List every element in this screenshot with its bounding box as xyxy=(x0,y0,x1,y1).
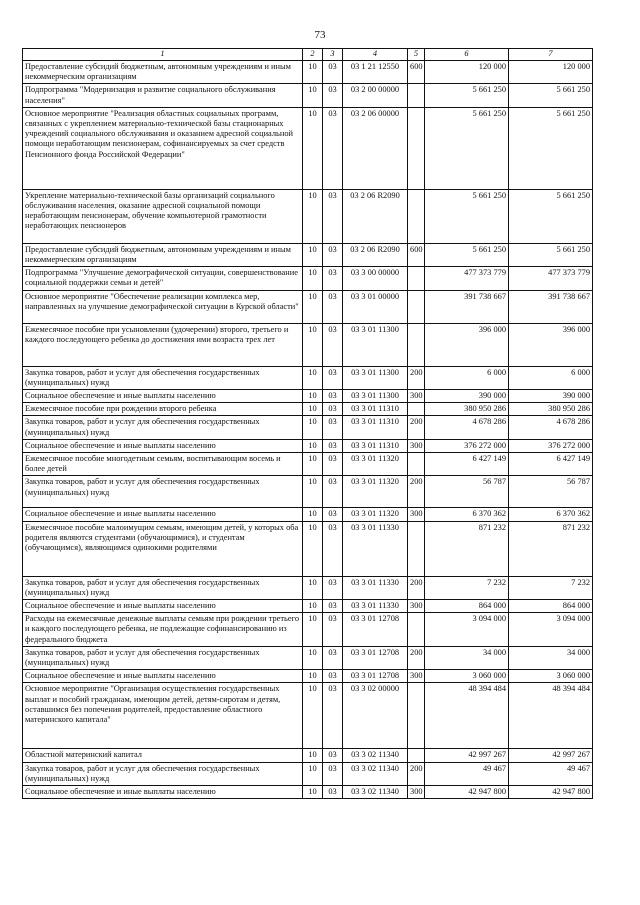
row-section-code: 10 xyxy=(303,476,323,508)
row-description: Закупка товаров, работ и услуг для обеспечения государственных (муниципальных) нужд xyxy=(23,762,303,785)
row-section-code: 10 xyxy=(303,84,323,107)
row-amount-year-2: 3 060 000 xyxy=(509,670,593,683)
row-expense-type: 200 xyxy=(408,416,425,439)
row-amount-year-2: 56 787 xyxy=(509,476,593,508)
row-amount-year-1: 477 373 779 xyxy=(425,267,509,290)
row-amount-year-2: 48 394 484 xyxy=(509,683,593,749)
row-amount-year-1: 5 661 250 xyxy=(425,243,509,266)
header-col-4: 4 xyxy=(343,49,408,61)
table-row xyxy=(23,439,593,452)
row-expense-type xyxy=(408,267,425,290)
row-amount-year-2: 376 272 000 xyxy=(509,439,593,452)
row-expense-type: 600 xyxy=(408,243,425,266)
row-target-article: 03 3 01 11300 xyxy=(343,390,408,403)
row-section-code: 10 xyxy=(303,189,323,243)
row-expense-type xyxy=(408,323,425,366)
table-row xyxy=(23,521,593,576)
row-description: Расходы на ежемесячные денежные выплаты семьям при рождении третьего и каждого последующего ребенка, не подлежащие софинансированию из федерального бюджета xyxy=(23,613,303,647)
row-expense-type: 300 xyxy=(408,439,425,452)
row-amount-year-1: 120 000 xyxy=(425,61,509,84)
row-target-article: 03 3 01 11300 xyxy=(343,323,408,366)
row-target-article: 03 3 01 11300 xyxy=(343,366,408,389)
row-section-code: 10 xyxy=(303,453,323,476)
row-subsection-code: 03 xyxy=(323,390,343,403)
row-section-code: 10 xyxy=(303,600,323,613)
row-target-article: 03 3 01 12708 xyxy=(343,670,408,683)
row-target-article: 03 3 02 11340 xyxy=(343,786,408,799)
row-description: Ежемесячное пособие при рождении второго ребенка xyxy=(23,403,303,416)
row-target-article: 03 2 00 00000 xyxy=(343,84,408,107)
table-row xyxy=(23,323,593,366)
header-col-7: 7 xyxy=(509,49,593,61)
row-amount-year-1: 376 272 000 xyxy=(425,439,509,452)
row-subsection-code: 03 xyxy=(323,646,343,669)
row-description: Предоставление субсидий бюджетным, автономным учреждениям и иным некоммерческим организациям xyxy=(23,243,303,266)
row-description: Социальное обеспечение и иные выплаты населению xyxy=(23,670,303,683)
row-subsection-code: 03 xyxy=(323,453,343,476)
row-subsection-code: 03 xyxy=(323,290,343,323)
header-col-5: 5 xyxy=(408,49,425,61)
table-row xyxy=(23,189,593,243)
row-amount-year-2: 5 661 250 xyxy=(509,107,593,189)
row-description: Закупка товаров, работ и услуг для обеспечения государственных (муниципальных) нужд xyxy=(23,576,303,599)
row-description: Социальное обеспечение и иные выплаты населению xyxy=(23,508,303,521)
row-section-code: 10 xyxy=(303,323,323,366)
row-subsection-code: 03 xyxy=(323,683,343,749)
row-description: Ежемесячное пособие малоимущим семьям, имеющим детей, у которых оба родителя являются студентами (обучающимися), и студентам (обучающимся), являющимся одинокими родителями xyxy=(23,521,303,576)
row-amount-year-1: 6 000 xyxy=(425,366,509,389)
row-amount-year-1: 5 661 250 xyxy=(425,107,509,189)
row-target-article: 03 3 01 11310 xyxy=(343,439,408,452)
table-row xyxy=(23,762,593,785)
row-target-article: 03 2 06 R2090 xyxy=(343,243,408,266)
row-amount-year-2: 4 678 286 xyxy=(509,416,593,439)
row-amount-year-2: 49 467 xyxy=(509,762,593,785)
table-row xyxy=(23,646,593,669)
row-amount-year-2: 391 738 667 xyxy=(509,290,593,323)
row-subsection-code: 03 xyxy=(323,84,343,107)
row-description: Социальное обеспечение и иные выплаты населению xyxy=(23,600,303,613)
row-expense-type: 300 xyxy=(408,670,425,683)
row-expense-type: 200 xyxy=(408,762,425,785)
row-amount-year-2: 5 661 250 xyxy=(509,189,593,243)
row-amount-year-1: 864 000 xyxy=(425,600,509,613)
row-expense-type: 200 xyxy=(408,576,425,599)
row-description: Закупка товаров, работ и услуг для обеспечения государственных (муниципальных) нужд xyxy=(23,416,303,439)
row-amount-year-1: 380 950 286 xyxy=(425,403,509,416)
row-target-article: 03 3 01 12708 xyxy=(343,613,408,647)
header-col-6: 6 xyxy=(425,49,509,61)
row-section-code: 10 xyxy=(303,521,323,576)
row-subsection-code: 03 xyxy=(323,366,343,389)
row-expense-type xyxy=(408,290,425,323)
row-subsection-code: 03 xyxy=(323,61,343,84)
row-amount-year-1: 5 661 250 xyxy=(425,189,509,243)
row-subsection-code: 03 xyxy=(323,476,343,508)
row-subsection-code: 03 xyxy=(323,600,343,613)
row-subsection-code: 03 xyxy=(323,267,343,290)
row-subsection-code: 03 xyxy=(323,243,343,266)
row-section-code: 10 xyxy=(303,403,323,416)
row-target-article: 03 3 02 11340 xyxy=(343,749,408,762)
row-expense-type: 600 xyxy=(408,61,425,84)
row-section-code: 10 xyxy=(303,646,323,669)
row-subsection-code: 03 xyxy=(323,576,343,599)
row-amount-year-1: 34 000 xyxy=(425,646,509,669)
row-expense-type xyxy=(408,403,425,416)
row-description: Закупка товаров, работ и услуг для обеспечения государственных (муниципальных) нужд xyxy=(23,366,303,389)
row-target-article: 03 2 06 00000 xyxy=(343,107,408,189)
row-amount-year-1: 390 000 xyxy=(425,390,509,403)
row-amount-year-1: 42 997 267 xyxy=(425,749,509,762)
row-amount-year-2: 3 094 000 xyxy=(509,613,593,647)
row-expense-type: 300 xyxy=(408,390,425,403)
table-row xyxy=(23,613,593,647)
row-amount-year-2: 6 370 362 xyxy=(509,508,593,521)
table-row xyxy=(23,61,593,84)
row-description: Закупка товаров, работ и услуг для обеспечения государственных (муниципальных) нужд xyxy=(23,646,303,669)
row-expense-type xyxy=(408,683,425,749)
row-description: Закупка товаров, работ и услуг для обеспечения государственных (муниципальных) нужд xyxy=(23,476,303,508)
row-subsection-code: 03 xyxy=(323,670,343,683)
row-amount-year-2: 871 232 xyxy=(509,521,593,576)
row-target-article: 03 3 01 11320 xyxy=(343,476,408,508)
row-section-code: 10 xyxy=(303,107,323,189)
row-description: Ежемесячное пособие многодетным семьям, воспитывающим восемь и более детей xyxy=(23,453,303,476)
row-subsection-code: 03 xyxy=(323,749,343,762)
row-section-code: 10 xyxy=(303,613,323,647)
row-amount-year-2: 864 000 xyxy=(509,600,593,613)
header-col-1: 1 xyxy=(23,49,303,61)
row-subsection-code: 03 xyxy=(323,189,343,243)
row-target-article: 03 3 01 11320 xyxy=(343,453,408,476)
row-target-article: 03 3 01 11330 xyxy=(343,521,408,576)
row-description: Предоставление субсидий бюджетным, автономным учреждениям и иным некоммерческим организациям xyxy=(23,61,303,84)
row-target-article: 03 1 21 12550 xyxy=(343,61,408,84)
row-description: Социальное обеспечение и иные выплаты населению xyxy=(23,439,303,452)
row-section-code: 10 xyxy=(303,683,323,749)
header-col-3: 3 xyxy=(323,49,343,61)
row-description: Подпрограмма "Улучшение демографической ситуации, совершенствование социальной поддержки семьи и детей" xyxy=(23,267,303,290)
row-target-article: 03 3 00 00000 xyxy=(343,267,408,290)
row-amount-year-2: 6 427 149 xyxy=(509,453,593,476)
row-subsection-code: 03 xyxy=(323,416,343,439)
row-amount-year-2: 42 947 800 xyxy=(509,786,593,799)
row-expense-type xyxy=(408,107,425,189)
row-description: Основное мероприятие "Реализация областных социальных программ, связанных с укреплением материально-технической базы стационарных учреждений социального обслуживания и оказанием адресной социальной помощи неработающим пенсионерам, софинансируемых за счет средств Пенсионного фонда Российской Федерации" xyxy=(23,107,303,189)
row-description: Социальное обеспечение и иные выплаты населению xyxy=(23,786,303,799)
row-description: Подпрограмма "Модернизация и развитие социального обслуживания населения" xyxy=(23,84,303,107)
row-amount-year-1: 3 094 000 xyxy=(425,613,509,647)
page-number: 73 xyxy=(314,29,326,41)
header-col-2: 2 xyxy=(303,49,323,61)
table-header-row xyxy=(23,49,593,61)
row-amount-year-2: 390 000 xyxy=(509,390,593,403)
row-expense-type xyxy=(408,84,425,107)
row-target-article: 03 3 01 11330 xyxy=(343,576,408,599)
row-description: Областной материнский капитал xyxy=(23,749,303,762)
row-expense-type xyxy=(408,453,425,476)
row-target-article: 03 3 01 12708 xyxy=(343,646,408,669)
row-amount-year-2: 5 661 250 xyxy=(509,84,593,107)
row-amount-year-1: 42 947 800 xyxy=(425,786,509,799)
row-amount-year-2: 34 000 xyxy=(509,646,593,669)
row-expense-type xyxy=(408,613,425,647)
table-row xyxy=(23,670,593,683)
row-amount-year-1: 3 060 000 xyxy=(425,670,509,683)
row-amount-year-1: 48 394 484 xyxy=(425,683,509,749)
table-row xyxy=(23,749,593,762)
row-section-code: 10 xyxy=(303,61,323,84)
row-amount-year-1: 6 370 362 xyxy=(425,508,509,521)
table-row xyxy=(23,576,593,599)
row-subsection-code: 03 xyxy=(323,613,343,647)
row-section-code: 10 xyxy=(303,762,323,785)
row-target-article: 03 3 01 11330 xyxy=(343,600,408,613)
row-target-article: 03 2 06 R2090 xyxy=(343,189,408,243)
table-row xyxy=(23,290,593,323)
row-amount-year-1: 56 787 xyxy=(425,476,509,508)
row-amount-year-1: 4 678 286 xyxy=(425,416,509,439)
row-amount-year-1: 5 661 250 xyxy=(425,84,509,107)
row-description: Основное мероприятие "Организация осуществления государственных выплат и пособий гражданам, имеющим детей, детям-сиротам и детям, оставшимся без попечения родителей, предоставление областного материнского капитала" xyxy=(23,683,303,749)
row-subsection-code: 03 xyxy=(323,508,343,521)
table-row xyxy=(23,600,593,613)
row-expense-type: 300 xyxy=(408,786,425,799)
row-subsection-code: 03 xyxy=(323,521,343,576)
row-section-code: 10 xyxy=(303,749,323,762)
row-expense-type: 300 xyxy=(408,508,425,521)
row-section-code: 10 xyxy=(303,508,323,521)
row-section-code: 10 xyxy=(303,439,323,452)
row-section-code: 10 xyxy=(303,390,323,403)
row-subsection-code: 03 xyxy=(323,403,343,416)
row-amount-year-1: 49 467 xyxy=(425,762,509,785)
table-row xyxy=(23,390,593,403)
row-amount-year-2: 477 373 779 xyxy=(509,267,593,290)
row-target-article: 03 3 02 00000 xyxy=(343,683,408,749)
row-amount-year-1: 871 232 xyxy=(425,521,509,576)
row-amount-year-2: 120 000 xyxy=(509,61,593,84)
row-subsection-code: 03 xyxy=(323,107,343,189)
table-row xyxy=(23,453,593,476)
row-amount-year-2: 5 661 250 xyxy=(509,243,593,266)
row-target-article: 03 3 02 11340 xyxy=(343,762,408,785)
table-row xyxy=(23,267,593,290)
row-amount-year-2: 380 950 286 xyxy=(509,403,593,416)
row-amount-year-2: 42 997 267 xyxy=(509,749,593,762)
row-expense-type: 200 xyxy=(408,366,425,389)
row-amount-year-1: 6 427 149 xyxy=(425,453,509,476)
row-amount-year-2: 6 000 xyxy=(509,366,593,389)
row-description: Основное мероприятие "Обеспечение реализации комплекса мер, направленных на улучшение демографической ситуации в Курской области" xyxy=(23,290,303,323)
row-target-article: 03 3 01 00000 xyxy=(343,290,408,323)
row-expense-type: 300 xyxy=(408,600,425,613)
row-section-code: 10 xyxy=(303,786,323,799)
table-row xyxy=(23,683,593,749)
row-description: Ежемесячное пособие при усыновлении (удочерении) второго, третьего и каждого последующего ребенка до достижения ими возраста трех лет xyxy=(23,323,303,366)
row-amount-year-1: 396 000 xyxy=(425,323,509,366)
table-row xyxy=(23,107,593,189)
budget-table xyxy=(22,48,593,799)
table-row xyxy=(23,84,593,107)
row-amount-year-1: 391 738 667 xyxy=(425,290,509,323)
table-row xyxy=(23,508,593,521)
row-target-article: 03 3 01 11310 xyxy=(343,416,408,439)
row-description: Социальное обеспечение и иные выплаты населению xyxy=(23,390,303,403)
row-amount-year-2: 396 000 xyxy=(509,323,593,366)
row-section-code: 10 xyxy=(303,267,323,290)
row-section-code: 10 xyxy=(303,416,323,439)
row-target-article: 03 3 01 11320 xyxy=(343,508,408,521)
row-subsection-code: 03 xyxy=(323,762,343,785)
table-row xyxy=(23,786,593,799)
row-expense-type xyxy=(408,749,425,762)
table-row xyxy=(23,243,593,266)
row-description: Укрепление материально-технической базы организаций социального обслуживания населения, оказание адресной социальной помощи неработающим пенсионерам, обучение компьютерной грамотности неработающих пенсионеров xyxy=(23,189,303,243)
table-row xyxy=(23,476,593,508)
row-target-article: 03 3 01 11310 xyxy=(343,403,408,416)
row-section-code: 10 xyxy=(303,243,323,266)
row-subsection-code: 03 xyxy=(323,439,343,452)
table-row xyxy=(23,403,593,416)
row-expense-type xyxy=(408,189,425,243)
row-section-code: 10 xyxy=(303,576,323,599)
table-row xyxy=(23,416,593,439)
row-subsection-code: 03 xyxy=(323,786,343,799)
row-section-code: 10 xyxy=(303,290,323,323)
table-row xyxy=(23,366,593,389)
row-section-code: 10 xyxy=(303,366,323,389)
row-amount-year-1: 7 232 xyxy=(425,576,509,599)
row-amount-year-2: 7 232 xyxy=(509,576,593,599)
row-expense-type: 200 xyxy=(408,476,425,508)
row-expense-type: 200 xyxy=(408,646,425,669)
row-expense-type xyxy=(408,521,425,576)
row-subsection-code: 03 xyxy=(323,323,343,366)
row-section-code: 10 xyxy=(303,670,323,683)
